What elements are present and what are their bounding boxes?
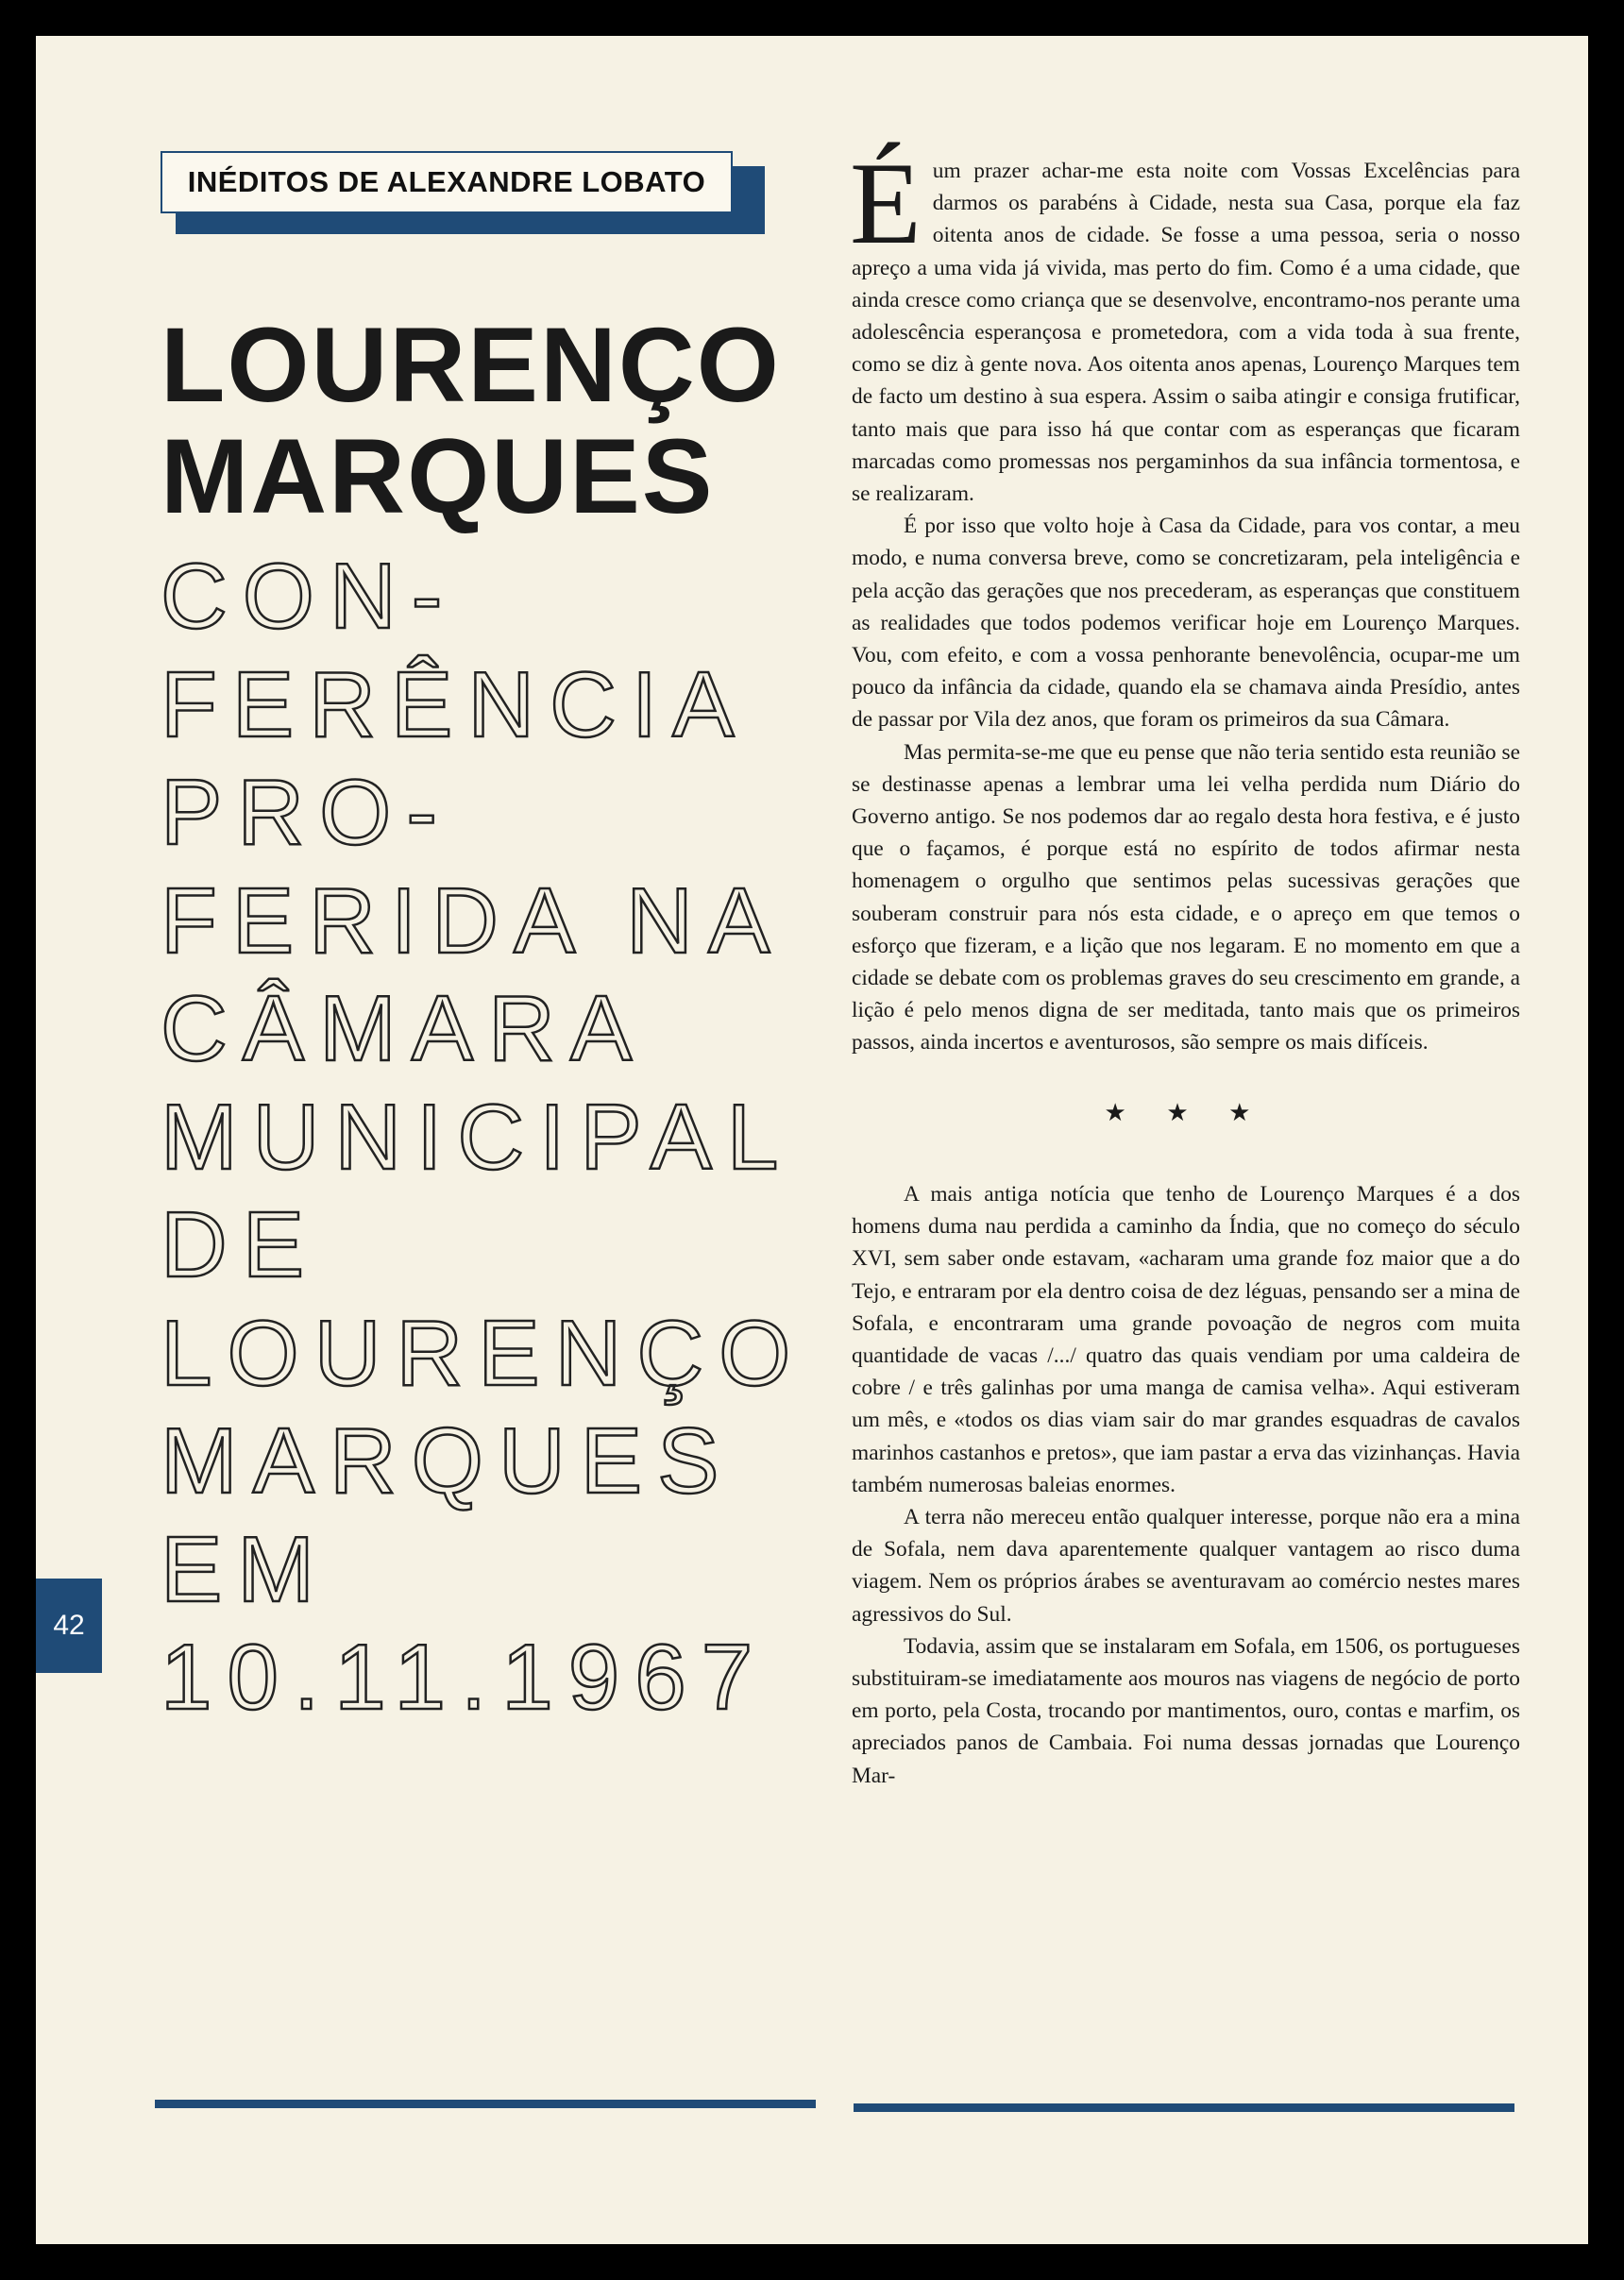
body-paragraph: É por isso que volto hoje à Casa da Cidade, para vos contar, a meu modo, e numa conversa breve, como se concretizaram, pela inteligência e pela acção das gerações que nos precederam, as esperanças que constituem as realidades que todos podemos verificar hoje em Lourenço Marques. Vou, com efeito, e com a vossa penhorante benevolência, ocupar-me um pouco da infância da cidade, quando ela se chamava ainda Presídio, antes de passar por Vila dez anos, que foram os primeiros da sua Câmara.: [852, 514, 1520, 733]
title-line: LOURENÇO: [161, 306, 781, 424]
subtitle-line: MUNICIPAL: [161, 1084, 794, 1189]
subtitle-line: FERIDA NA: [161, 868, 786, 972]
magazine-page: [36, 36, 1588, 2244]
subtitle-line: PRO-: [161, 760, 452, 864]
subtitle-line: EM: [161, 1516, 330, 1621]
paragraph-text: um prazer achar-me esta noite com Vossas Excelências para darmos os parabéns à Cidade, nesta sua Casa, porque ela faz oitenta anos de cidade. Se fosse a uma pessoa, seria o nosso apreço a uma vida já vivida, mas perto do fim. Como é a uma cidade, que ainda cresce como criança que se desenvolve, encontramo-nos perante uma adolescência esperançosa e prometedora, com a vida toda à sua frente, como se diz à gente nova. Aos oitenta anos apenas, Lourenço Marques tem de facto um destino à sua espera. Assim o saiba atingir e consiga frutificar, tanto mais que para isso há que contar com as esperanças que ficaram marcadas como promessas nos pergaminhos da sua infância tormentosa, e se realizaram.: [852, 159, 1520, 507]
article-body: [850, 139, 1520, 1792]
body-paragraph: A mais antiga notícia que tenho de Lourenço Marques é a dos homens duma nau perdida a caminho da Índia, que no começo do século XVI, sem saber onde estavam, «acharam uma grande foz maior que a do Tejo, e entraram por ela dentro coisa de dez léguas, pensando ser a mina de Sofala, e encontraram uma grande povoação de negros com muita quantidade de vacas /.../ quatro das quais vendiam por uma caldeira de cobre / e três galinhas por uma manga de camisa velha». Aqui estiveram um mês, e «todos os dias viam sair do mar grandes esquadras de cavalos marinhos castanhos e pretos», que iam pastar a erva das vizinhanças. Havia também numerosas baleias enormes.: [852, 1181, 1520, 1497]
subtitle-line: 10.11.1967: [161, 1625, 769, 1729]
bottom-rule-left: [155, 2100, 816, 2108]
bottom-rule-right: [854, 2103, 1514, 2112]
body-paragraph: A terra não mereceu então qualquer interesse, porque não era a mina de Sofala, nem dava aparentemente qualquer vantagem ao risco duma viagem. Nem os próprios árabes se aventuravam ao comércio nestes mares agressivos do Sul.: [852, 1504, 1520, 1627]
subtitle-line: MARQUES: [161, 1409, 735, 1512]
page-number: 42: [36, 1579, 102, 1673]
article-title: [161, 306, 840, 535]
section-separator: ★ ★ ★: [1104, 1098, 1268, 1126]
subtitle-line: CÂMARA: [161, 976, 648, 1080]
body-paragraph: [850, 139, 1520, 510]
section-tag-label: INÉDITOS DE ALEXANDRE LOBATO: [161, 151, 733, 213]
article-subtitle: [161, 542, 878, 1731]
body-paragraph: Todavia, assim que se instalaram em Sofala, em 1506, os portugueses substituiram-se imediatamente aos mouros nas viagens de negócio de porto em porto, pela Costa, trocando por mantimentos, ouro, contas e marfim, os apreciados panos de Cambaia. Foi numa dessas jornadas que Lourenço Mar-: [852, 1633, 1520, 1788]
subtitle-line: FERÊNCIA: [161, 651, 750, 756]
subtitle-line: CON-: [161, 544, 458, 648]
subtitle-line: DE: [161, 1192, 320, 1296]
title-line: MARQUES: [161, 417, 715, 535]
drop-cap: É: [850, 139, 922, 268]
body-paragraph: Mas permita-se-me que eu pense que não teria sentido esta reunião se se destinasse apenas a lembrar uma lei velha perdida num Diário do Governo antigo. Se nos podemos dar ao regalo desta hora festiva, e é justo que o façamos, é porque está no espírito de todos afirmar nesta homenagem o orgulho que sentimos pelas sucessivas gerações que souberam construir para nós esta cidade, e o apreço em que temos o esforço que fizeram, e a lição que nos legaram. E no momento em que a cidade se debate com os problemas graves do seu crescimento em grande, a lição é pelo menos digna de ser meditada, tanto mais que os primeiros passos, ainda incertos e aventurosos, são sempre os mais difíceis.: [852, 739, 1520, 1056]
subtitle-line: LOURENÇO: [161, 1300, 806, 1405]
section-tag: [161, 151, 767, 255]
